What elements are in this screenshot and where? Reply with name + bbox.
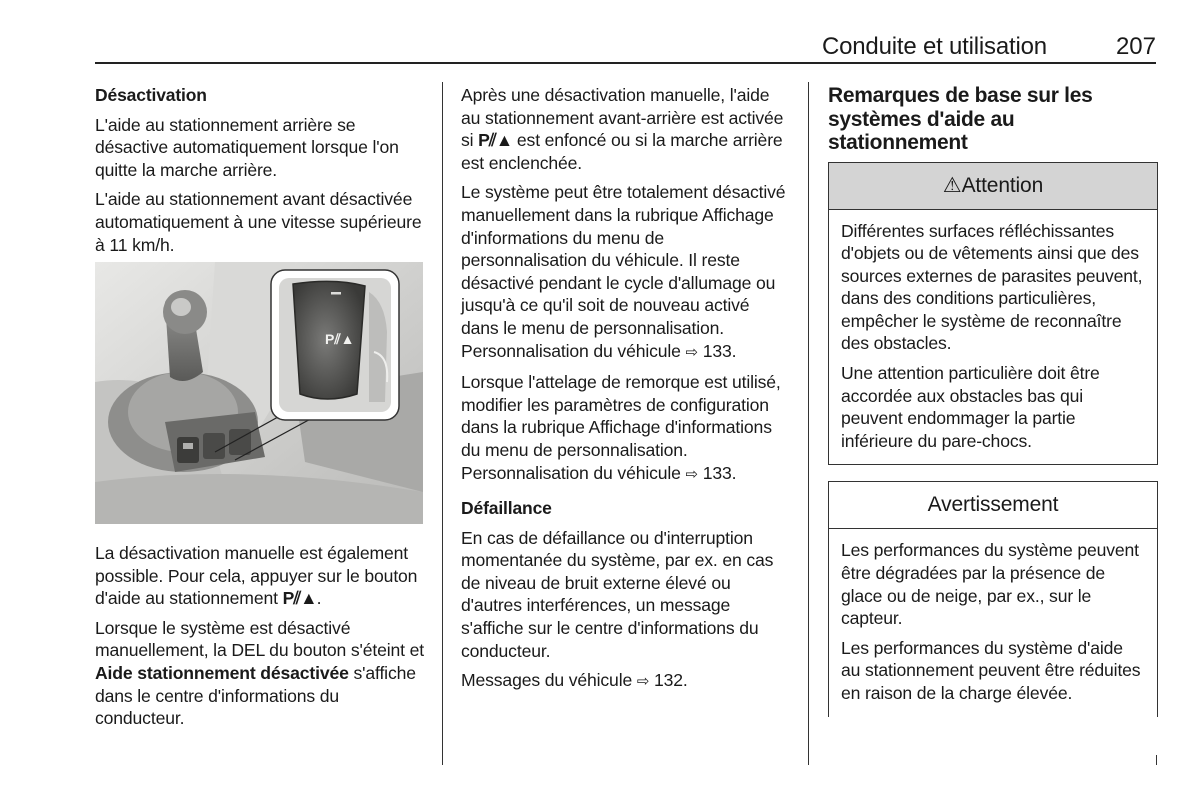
parking-button-photo	[95, 262, 423, 524]
paragraph	[461, 84, 791, 174]
paragraph	[95, 617, 425, 730]
attention-header	[829, 163, 1157, 210]
warning-body	[829, 529, 1157, 716]
reference-arrow-icon: ⇨	[636, 673, 650, 691]
page-reference-link[interactable]: 132.	[654, 670, 688, 691]
header-rule	[95, 62, 1156, 64]
column-3	[828, 84, 1158, 733]
column-divider-2	[808, 82, 809, 765]
bold-message: Aide stationnement désactivée	[95, 662, 349, 683]
page-number: 207	[1115, 33, 1156, 60]
section-title: Remarques de base sur les systèmes d'aide au stationnement	[828, 84, 1093, 154]
paragraph-text: Le système peut être totalement désactivé manuellement dans la rubrique Affichage d'informations du menu de personnalisation du véhicule. Il reste désactivé pendant le cycle d'allumage ou jusqu'à ce qu'il soit de nouveau activé dans le menu de personnalisation. Personnalisation du véhicule	[461, 182, 786, 361]
paragraph	[461, 371, 791, 486]
park-assist-icon: P⫽▲	[282, 588, 317, 609]
paragraph: Différentes surfaces réfléchissantes d'objets ou de vêtements ainsi que des sources externes de parasites peuvent, dans des conditions particulières, empêcher le système de reconnaître des obstacles.	[841, 220, 1143, 354]
warning-header: Avertissement	[829, 482, 1157, 529]
paragraph: En cas de défaillance ou d'interruption momentanée du système, par ex. en cas de niveau de bruit externe élevé ou d'autres interférences, un message s'affiche sur le centre d'informations du conducteur.	[461, 527, 774, 661]
heading-desactivation: Désactivation	[95, 85, 207, 105]
paragraph-text: Messages du véhicule	[461, 670, 633, 691]
column-1-lower	[95, 542, 425, 737]
heading-defaillance: Défaillance	[461, 498, 552, 519]
paragraph-text: Après une désactivation manuelle, l'aide au stationnement avant-arrière est activée si	[461, 85, 784, 151]
attention-box	[828, 162, 1158, 466]
warning-box	[828, 481, 1158, 716]
attention-label: Attention	[961, 173, 1044, 197]
paragraph: L'aide au stationnement arrière se désactive automatiquement lorsque l'on quitte la marche arrière.	[95, 114, 399, 180]
column-divider-3	[1156, 755, 1157, 765]
page-reference-link[interactable]: 133.	[702, 340, 737, 361]
paragraph: Une attention particulière doit être accordée aux obstacles bas qui peuvent endommager la partie inférieure du pare-chocs.	[841, 363, 1100, 451]
reference-arrow-icon: ⇨	[685, 343, 698, 361]
paragraph	[461, 669, 791, 694]
period: .	[316, 588, 322, 609]
paragraph-text: s'affiche dans le centre d'informations du conducteur.	[95, 662, 416, 729]
paragraph: L'aide au stationnement avant désactivée automatiquement à une vitesse supérieure à 11 km/h.	[95, 189, 422, 255]
reference-arrow-icon: ⇨	[685, 465, 698, 483]
column-1	[95, 84, 425, 263]
paragraph	[95, 542, 425, 610]
section-header-title: Conduite et utilisation	[822, 33, 1047, 60]
park-button-label: P⫽▲	[325, 331, 355, 347]
page-reference-link[interactable]: 133.	[702, 462, 737, 483]
paragraph	[461, 181, 791, 364]
paragraph-text: Lorsque le système est désactivé manuellement, la DEL du bouton s'éteint et	[95, 617, 424, 661]
paragraph-text: est enfoncé ou si la marche arrière est enclenchée.	[461, 130, 783, 173]
paragraph: Les performances du système peuvent être dégradées par la présence de glace ou de neige, par ex., sur le capteur.	[841, 540, 1139, 629]
paragraph-text: La désactivation manuelle est également possible. Pour cela, appuyer sur le bouton d'aide au stationnement	[95, 543, 418, 609]
attention-body	[829, 210, 1157, 465]
warning-triangle-icon: ⚠	[942, 173, 962, 197]
column-divider-1	[442, 82, 443, 765]
park-assist-icon: P⫽▲	[478, 130, 513, 151]
column-2	[461, 84, 791, 701]
paragraph: Les performances du système d'aide au stationnement peuvent être réduites en raison de la charge élevée.	[841, 637, 1141, 703]
paragraph-text: Lorsque l'attelage de remorque est utilisé, modifier les paramètres de configuration dans la rubrique Affichage d'informations du menu de personnalisation. Personnalisation du véhicule	[461, 372, 781, 483]
